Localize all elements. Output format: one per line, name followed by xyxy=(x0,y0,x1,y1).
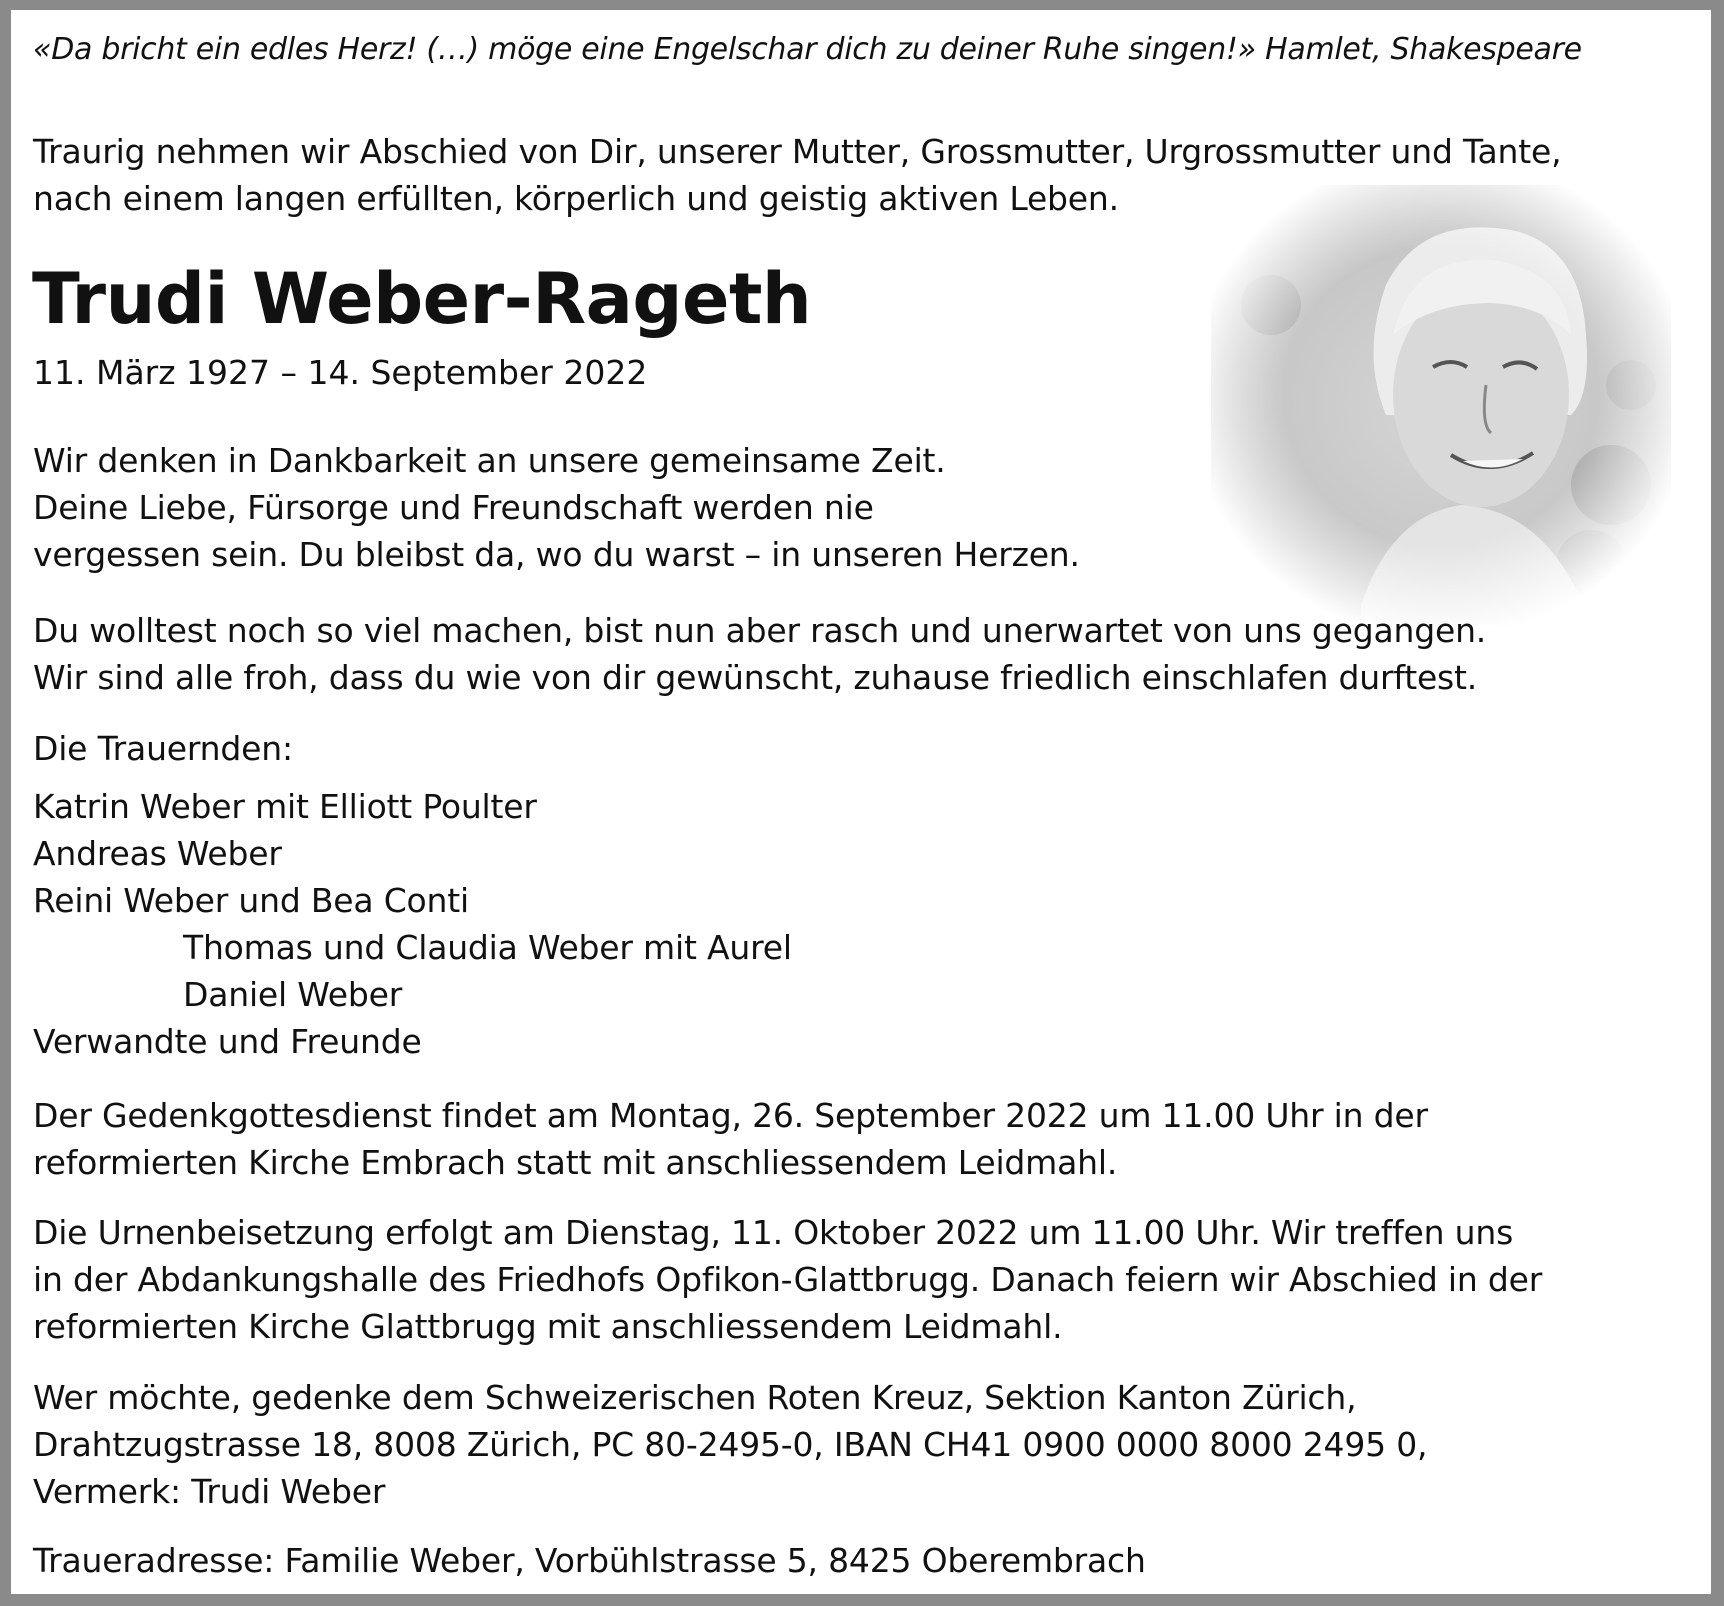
mourner-item: Andreas Weber xyxy=(33,834,282,873)
mourner-item: Daniel Weber xyxy=(183,975,403,1014)
mourner-item: Verwandte und Freunde xyxy=(33,1022,422,1061)
urn-line: Die Urnenbeisetzung erfolgt am Dienstag, 11. Oktober 2022 um 11.00 Uhr. Wir treffen uns xyxy=(33,1213,1514,1252)
mourning-address: Traueradresse: Familie Weber, Vorbühlstrasse 5, 8425 Oberembrach xyxy=(33,1541,1146,1580)
hamlet-quote: «Da bricht ein edles Herz! (…) möge eine Engelschar dich zu deiner Ruhe singen!» Hamlet, Shakespeare xyxy=(33,32,1582,67)
urn-line: in der Abdankungshalle des Friedhofs Opfikon-Glattbrugg. Danach feiern wir Abschied in der xyxy=(33,1260,1543,1299)
service-line: Der Gedenkgottesdienst findet am Montag, 26. September 2022 um 11.00 Uhr in der xyxy=(33,1096,1428,1135)
mourner-item: Reini Weber und Bea Conti xyxy=(33,881,469,920)
obituary-card xyxy=(11,10,1711,1594)
remembrance-paragraph xyxy=(33,437,1080,578)
donation-line: Vermerk: Trudi Weber xyxy=(33,1472,386,1511)
life-dates: 11. März 1927 – 14. September 2022 xyxy=(33,353,648,392)
mourners-heading: Die Trauernden: xyxy=(33,729,293,768)
urn-paragraph xyxy=(33,1209,1542,1350)
donation-line: Wer möchte, gedenke dem Schweizerischen Roten Kreuz, Sektion Kanton Zürich, xyxy=(33,1378,1357,1417)
donation-paragraph xyxy=(33,1374,1427,1515)
passing-line: Wir sind alle froh, dass du wie von dir gewünscht, zuhause friedlich einschlafen durftest. xyxy=(33,658,1478,697)
service-paragraph xyxy=(33,1092,1428,1186)
remembrance-line: vergessen sein. Du bleibst da, wo du warst – in unseren Herzen. xyxy=(33,535,1080,574)
mourner-item: Katrin Weber mit Elliott Poulter xyxy=(33,787,537,826)
passing-paragraph xyxy=(33,607,1486,701)
remembrance-line: Wir denken in Dankbarkeit an unsere gemeinsame Zeit. xyxy=(33,441,946,480)
service-line: reformierten Kirche Embrach statt mit anschliessendem Leidmahl. xyxy=(33,1143,1118,1182)
urn-line: reformierten Kirche Glattbrugg mit anschliessendem Leidmahl. xyxy=(33,1307,1063,1346)
mourner-item: Thomas und Claudia Weber mit Aurel xyxy=(183,928,792,967)
remembrance-line: Deine Liebe, Fürsorge und Freundschaft werden nie xyxy=(33,488,874,527)
intro-line: Traurig nehmen wir Abschied von Dir, unserer Mutter, Grossmutter, Urgrossmutter und Tante, xyxy=(33,132,1562,171)
mourners-list xyxy=(33,783,792,1065)
passing-line: Du wolltest noch so viel machen, bist nun aber rasch und unerwartet von uns gegangen. xyxy=(33,611,1487,650)
intro-line: nach einem langen erfüllten, körperlich und geistig aktiven Leben. xyxy=(33,179,1119,218)
portrait-photo xyxy=(1211,185,1671,625)
deceased-name: Trudi Weber-Rageth xyxy=(32,258,812,340)
donation-line: Drahtzugstrasse 18, 8008 Zürich, PC 80-2495-0, IBAN CH41 0900 0000 8000 2495 0, xyxy=(33,1425,1428,1464)
